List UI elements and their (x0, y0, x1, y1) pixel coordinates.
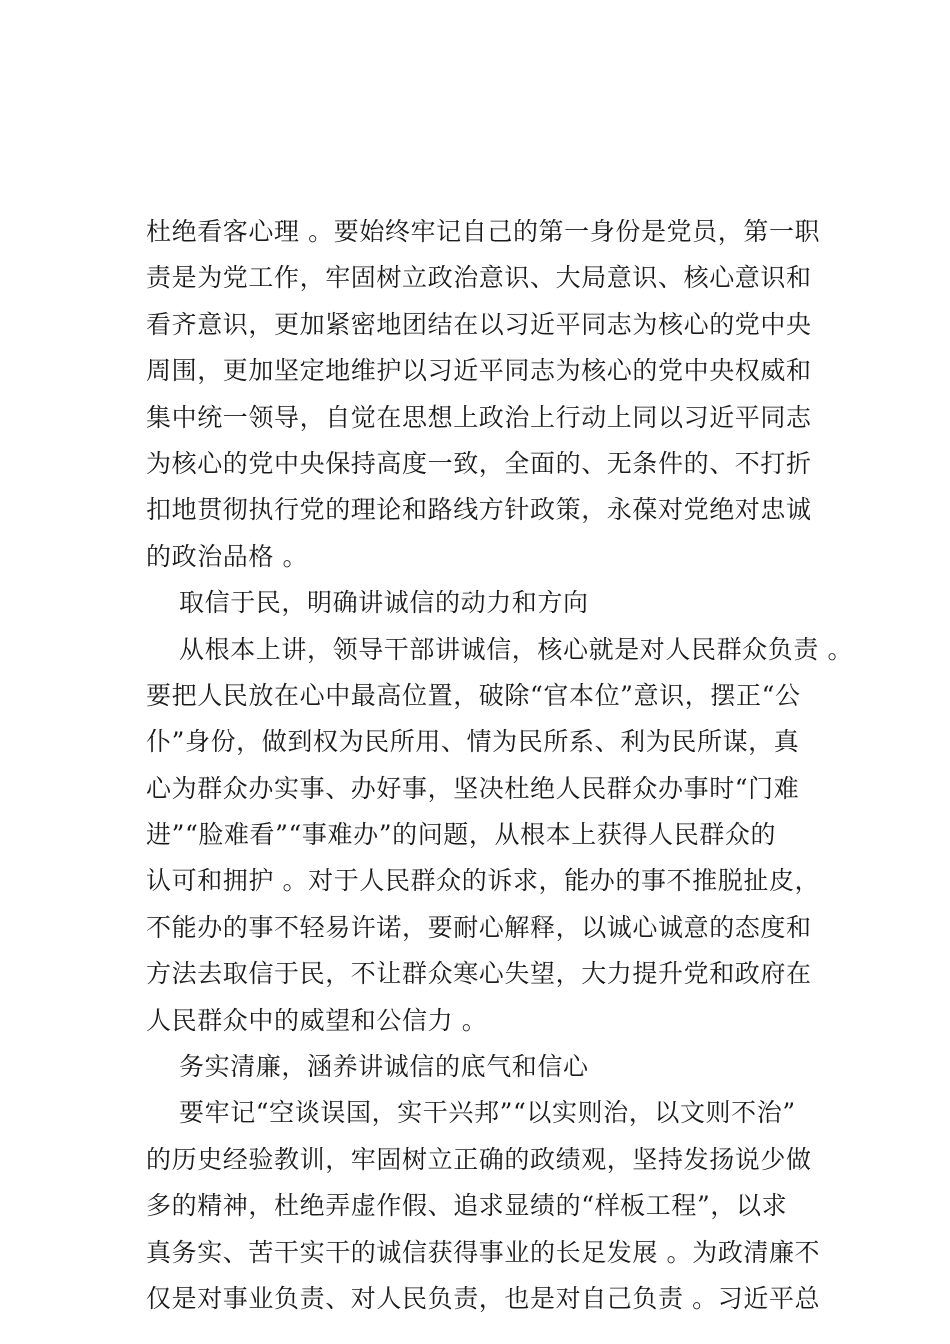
text-line: 认可和拥护 。对于人民群众的诉求，能办的事不推脱扯皮， (146, 866, 821, 896)
text-line: 进”“脸难看”“事难办”的问题，从根本上获得人民群众的 (146, 820, 777, 850)
section-heading: 务实清廉，涵养讲诚信的底气和信心 (179, 1052, 589, 1082)
text-line: 周围，更加坚定地维护以习近平同志为核心的党中央权威和 (146, 356, 812, 386)
text-line: 要牢记“空谈误国，实干兴邦”“以实则治，以文则不治” (179, 1098, 796, 1128)
text-line: 从根本上讲，领导干部讲诚信，核心就是对人民群众负责 。 (179, 634, 854, 664)
text-line: 人民群众中的威望和公信力 。 (146, 1005, 488, 1035)
text-line: 杜绝看客心理 。要始终牢记自己的第一身份是党员，第一职 (146, 217, 821, 246)
text-line: 要把人民放在心中最高位置，破除“官本位”意识，摆正“公 (146, 680, 801, 710)
text-line: 心为群众办实事、办好事，坚决杜绝人民群众办事时“门难 (146, 773, 800, 803)
body-text (146, 209, 854, 1322)
text-line: 多的精神，杜绝弄虚作假、追求显绩的“样板工程”，以求 (146, 1191, 788, 1221)
text-line: 真务实、苦干实干的诚信获得事业的长足发展 。为政清廉不 (146, 1237, 821, 1267)
text-line: 方法去取信于民，不让群众寒心失望，大力提升党和政府在 (146, 959, 812, 989)
text-line: 仅是对事业负责、对人民负责，也是对自己负责 。习近平总 (146, 1283, 821, 1313)
text-line: 责是为党工作，牢固树立政治意识、大局意识、核心意识和 (146, 263, 812, 293)
text-line: 仆”身份，做到权为民所用、情为民所系、利为民所谋，真 (146, 727, 800, 757)
text-line: 的政治品格 。 (146, 541, 309, 571)
text-line: 扣地贯彻执行党的理论和路线方针政策，永葆对党绝对忠诚 (146, 495, 812, 525)
text-line: 看齐意识，更加紧密地团结在以习近平同志为核心的党中央 (146, 309, 812, 339)
text-line: 为核心的党中央保持高度一致，全面的、无条件的、不打折 (146, 448, 812, 478)
text-line: 的历史经验教训，牢固树立正确的政绩观，坚持发扬说少做 (146, 1144, 812, 1174)
text-line: 不能办的事不轻易许诺，要耐心解释，以诚心诚意的态度和 (146, 912, 812, 942)
section-heading: 取信于民，明确讲诚信的动力和方向 (179, 588, 589, 618)
text-line: 集中统一领导，自觉在思想上政治上行动上同以习近平同志 (146, 402, 812, 432)
